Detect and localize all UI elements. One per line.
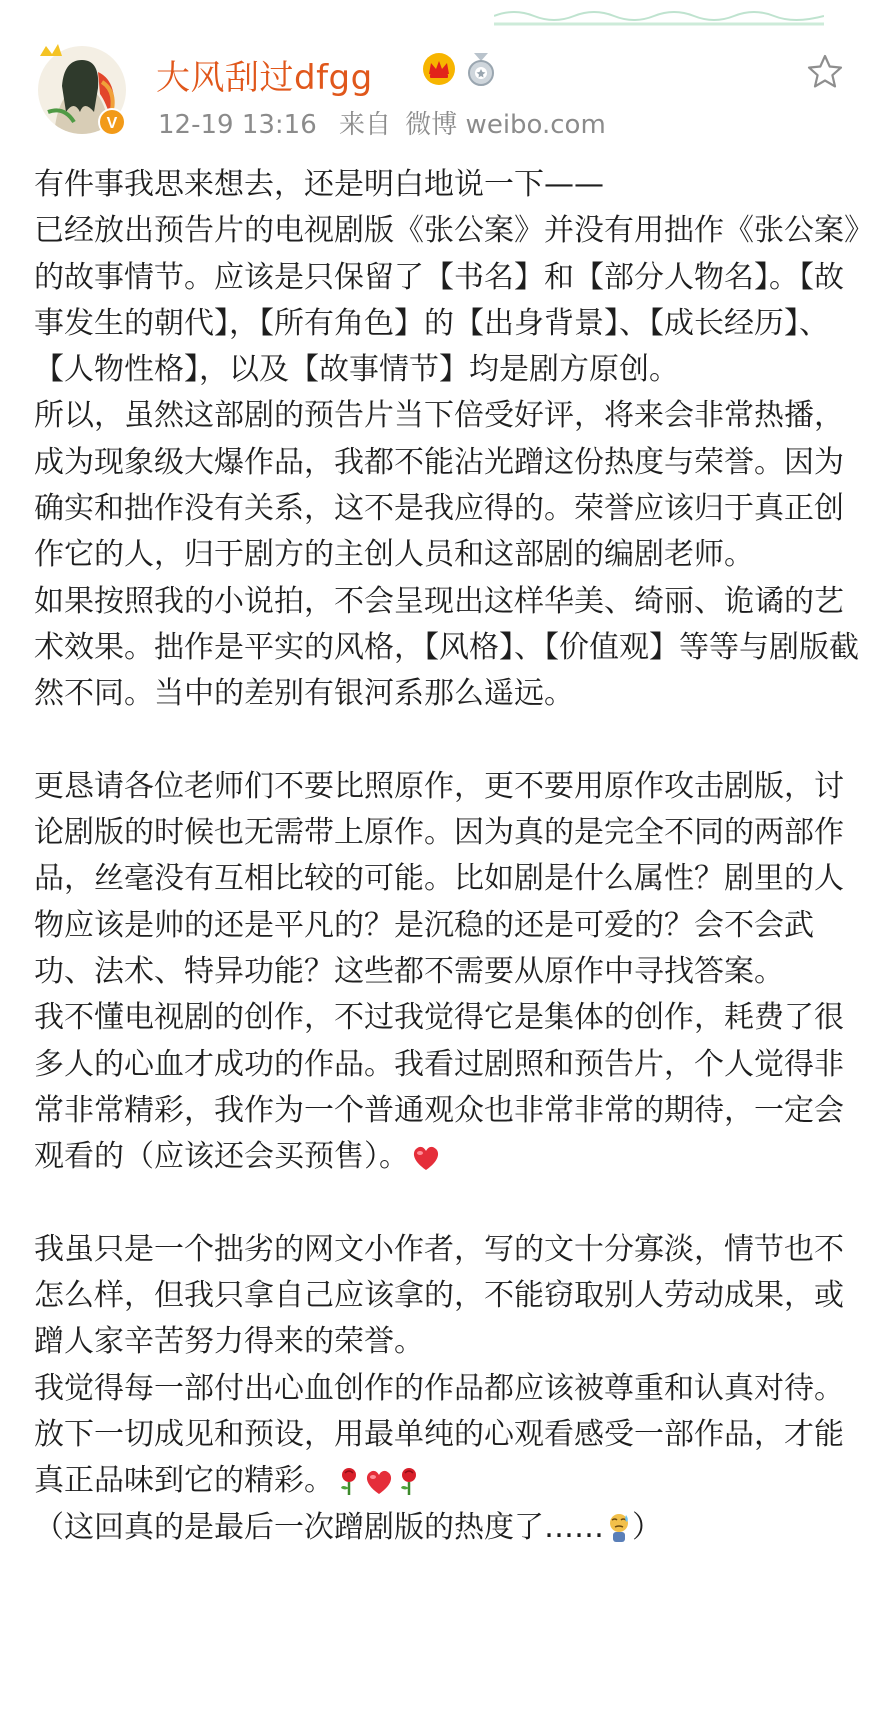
body-line-with-emoji: [34, 1366, 864, 1505]
closing-paren: ）: [632, 1509, 662, 1545]
medal-icon[interactable]: [466, 53, 496, 87]
rose-emoji: [396, 1466, 422, 1496]
sweat-emoji: [606, 1511, 632, 1543]
body-line-text: 我觉得每一部付出心血创作的作品都应该被尊重和认真对待。放下一切成见和预设，用最单纯的心观看感受一部作品，才能真正品味到它的精彩。: [34, 1370, 844, 1499]
svg-text:V: V: [106, 115, 118, 132]
body-line: 所以，虽然这部剧的预告片当下倍受好评，将来会非常热播，成为现象级大爆作品，我都不能沾光蹭这份热度与荣誉。因为确实和拙作没有关系，这不是我应得的。荣誉应该归于真正创作它的人，归于剧方的主创人员和这部剧的编剧老师。: [34, 398, 844, 573]
decorative-border: [494, 8, 824, 32]
body-line-text: 我不懂电视剧的创作，不过我觉得它是集体的创作，耗费了很多人的心血才成功的作品。我看过剧照和预告片，个人觉得非常非常精彩，我作为一个普通观众也非常非常的期待，一定会观看的（应该还会买预售）。: [34, 1000, 844, 1175]
post-meta: [158, 104, 620, 141]
post-header: [34, 38, 867, 138]
body-line: 更恳请各位老师们不要比照原作，更不要用原作攻击剧版，讨论剧版的时候也无需带上原作。因为真的是完全不同的两部作品，丝毫没有互相比较的可能。比如剧是什么属性？剧里的人物应该是帅的还是平凡的？是沉稳的还是可爱的？会不会武功、法术、特异功能？这些都不需要从原作中寻找答案。: [34, 768, 844, 990]
post-body: [34, 162, 864, 1551]
heart-emoji: [364, 1468, 394, 1496]
body-line-text: （这回真的是最后一次蹭剧版的热度了……: [34, 1509, 604, 1545]
blank-line: [34, 718, 864, 764]
source-label: 来自: [339, 110, 392, 140]
body-line: 我虽只是一个拙劣的网文小作者，写的文十分寡淡，情节也不怎么样，但我只拿自己应该拿的，不能窃取别人劳动成果，或蹭人家辛苦努力得来的荣誉。: [34, 1231, 844, 1360]
source-app[interactable]: 微博 weibo.com: [405, 110, 606, 140]
heart-emoji: [411, 1144, 441, 1172]
star-icon[interactable]: [805, 52, 845, 92]
body-line: 如果按照我的小说拍，不会呈现出这样华美、绮丽、诡谲的艺术效果。拙作是平实的风格，【风格】、【价值观】等等与剧版截然不同。当中的差别有银河系那么遥远。: [34, 583, 859, 712]
body-line-with-emoji: [34, 1505, 864, 1551]
rose-emoji: [336, 1466, 362, 1496]
blank-line: [34, 1181, 864, 1227]
body-line: 有件事我思来想去，还是明白地说一下——: [34, 167, 604, 202]
post-timestamp: 12-19 13:16: [158, 110, 317, 140]
body-line-with-emoji: [34, 995, 864, 1180]
avatar[interactable]: [34, 42, 130, 138]
author-name[interactable]: 大风刮过dfgg: [156, 58, 373, 98]
body-line: 已经放出预告片的电视剧版《张公案》并没有用拙作《张公案》的故事情节。应该是只保留了【书名】和【部分人物名】。【故事发生的朝代】，【所有角色】的【出身背景】、【成长经历】、【人物性格】，以及【故事情节】均是剧方原创。: [34, 213, 859, 388]
crown-icon[interactable]: [422, 52, 456, 86]
